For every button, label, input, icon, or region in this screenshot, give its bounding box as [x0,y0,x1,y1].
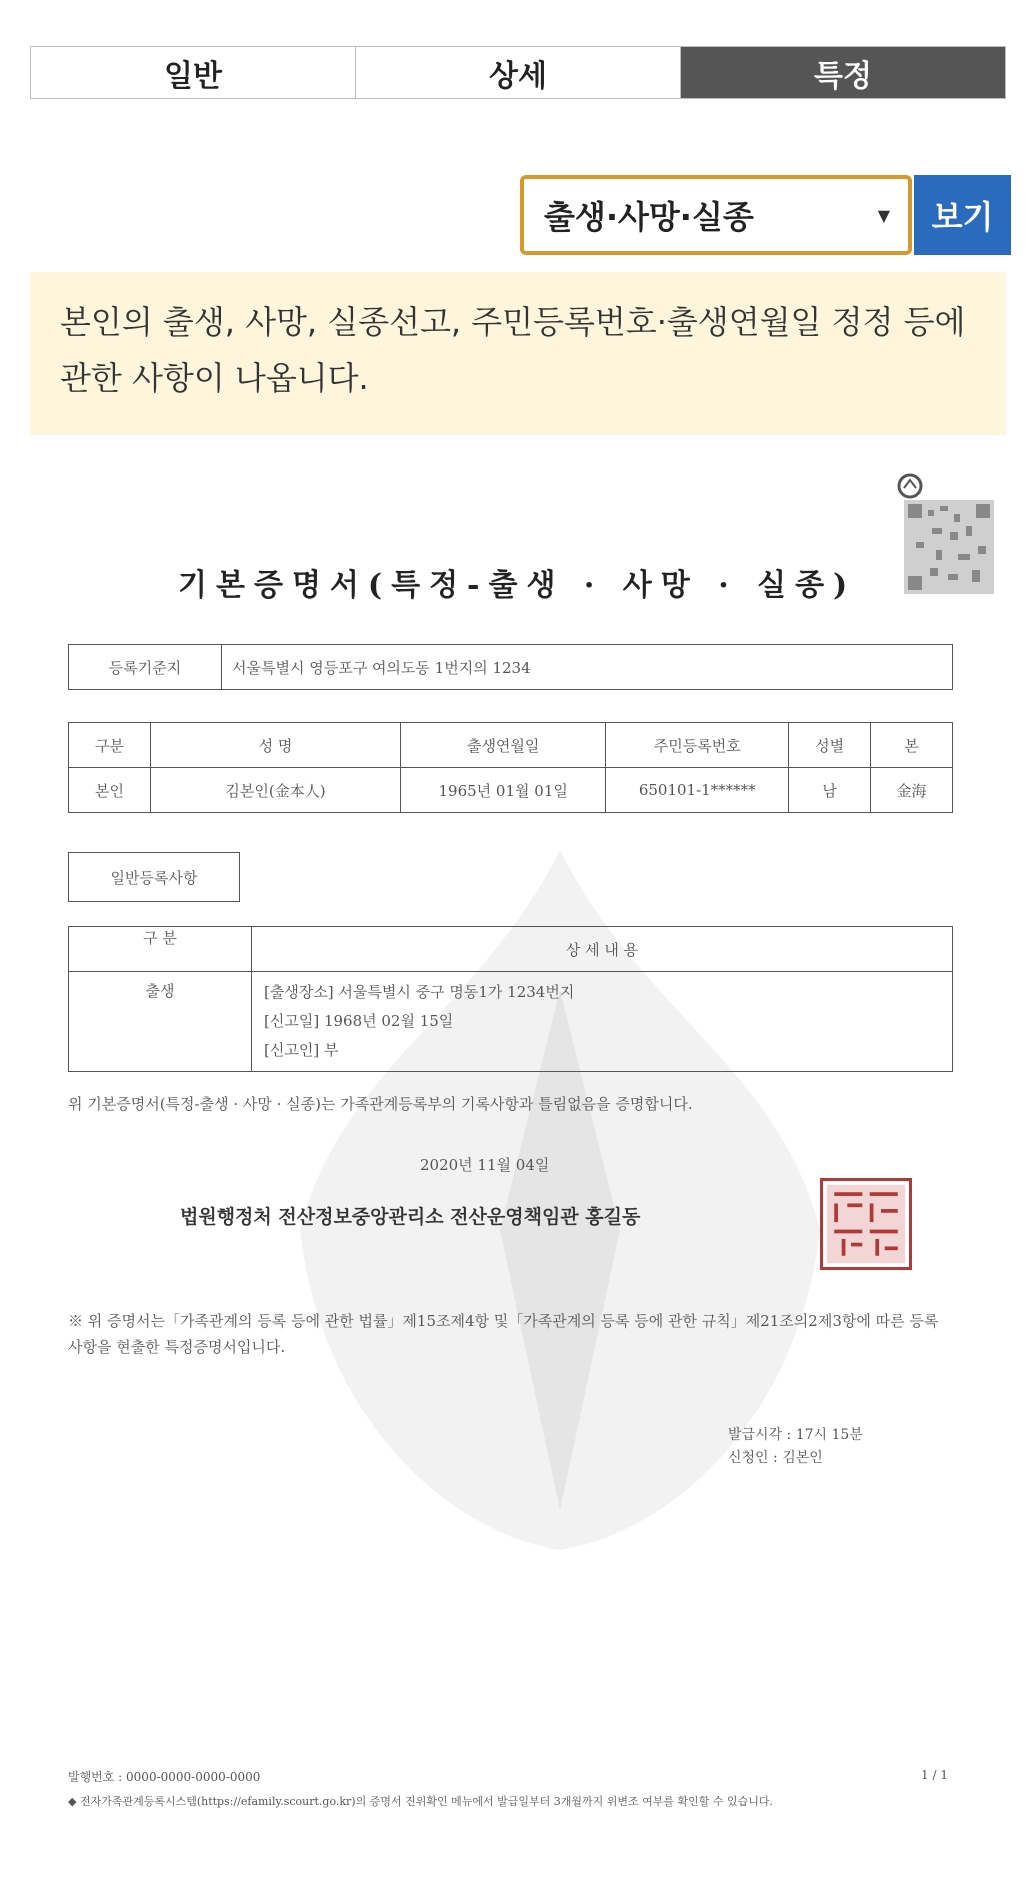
detail-line: [출생장소] 서울특별시 중구 명동1가 1234번지 [264,983,575,1001]
issue-time: 발급시각 : 17시 15분 [728,1427,863,1443]
header-cell: 주민등록번호 [606,723,789,768]
page-indicator: 1 / 1 [921,1768,948,1782]
qr-code-icon [896,470,996,596]
applicant: 신청인 : 김본인 [728,1450,823,1466]
view-button[interactable]: 보기 [914,175,1011,255]
table-cell: 金海 [871,768,953,813]
table-cell: 650101-1****** [606,768,789,813]
tab-bar [30,46,1006,99]
header-cell: 상 세 내 용 [252,927,953,972]
registry-table [68,644,953,690]
header-cell: 성 명 [150,723,400,768]
header-cell: 본 [871,723,953,768]
table-header-row [69,927,953,972]
tab-general[interactable]: 일반 [31,47,356,98]
table-cell: 김본인(金本人) [150,768,400,813]
person-table [68,722,953,813]
select-value: 출생·사망·실종 [544,198,754,236]
certificate-issuer: 법원행정처 전산정보중앙관리소 전산운영책임관 홍길동 [180,1206,641,1228]
header-cell: 성별 [789,723,871,768]
tab-specific[interactable]: 특정 [681,47,1005,98]
certificate-type-select[interactable] [520,175,912,255]
header-cell: 출생연월일 [401,723,606,768]
detail-line: [신고일] 1968년 02월 15일 [264,1012,454,1030]
header-cell: 구 분 [69,927,252,972]
table-cell: 남 [789,768,871,813]
info-notice: 본인의 출생, 사망, 실종선고, 주민등록번호·출생연월일 정정 등에 관한 사항이 나옵니다. [30,272,1006,435]
registry-label: 등록기준지 [69,645,222,690]
official-seal-icon [820,1178,912,1270]
table-row [69,972,953,1072]
table-cell: 출생 [69,972,252,1072]
detail-content [252,972,953,1072]
header-cell: 구분 [69,723,151,768]
issue-number: 발행번호 : 0000-0000-0000-0000 [68,1770,261,1784]
table-cell: 1965년 01월 01일 [401,768,606,813]
certificate-preview [60,450,960,1860]
certificate-legal-note: ※ 위 증명서는「가족관계의 등록 등에 관한 법률」제15조제4항 및「가족관계의 등록 등에 관한 규칙」제21조의2제3항에 따른 등록사항을 현출한 특정증명서입니다. [68,1312,939,1356]
tab-detail[interactable]: 상세 [356,47,681,98]
filter-row [520,175,1011,255]
detail-line: [신고인] 부 [264,1041,339,1059]
registry-value: 서울특별시 영등포구 여의도동 1번지의 1234 [222,645,953,690]
general-records-label: 일반등록사항 [68,852,240,902]
table-header-row [69,723,953,768]
certificate-title: 기본증명서(특정-출생 · 사망 · 실종) [178,568,857,603]
detail-table [68,926,953,1072]
verification-note: ◆ 전자가족관계등록시스템(https://efamily.scourt.go.kr)의 증명서 진위확인 메뉴에서 발급일부터 3개월까지 위변조 여부를 확인할 수 있습니다. [68,1795,773,1808]
certificate-date: 2020년 11월 04일 [420,1156,550,1174]
certificate-statement: 위 기본증명서(특정-출생 · 사망 · 실종)는 가족관계등록부의 기록사항과 틀림없음을 증명합니다. [68,1095,693,1113]
table-cell: 본인 [69,768,151,813]
issue-number-row [68,1768,948,1785]
issue-meta [728,1424,863,1470]
dropdown-arrow-icon: ▼ [877,205,890,225]
table-row [69,768,953,813]
